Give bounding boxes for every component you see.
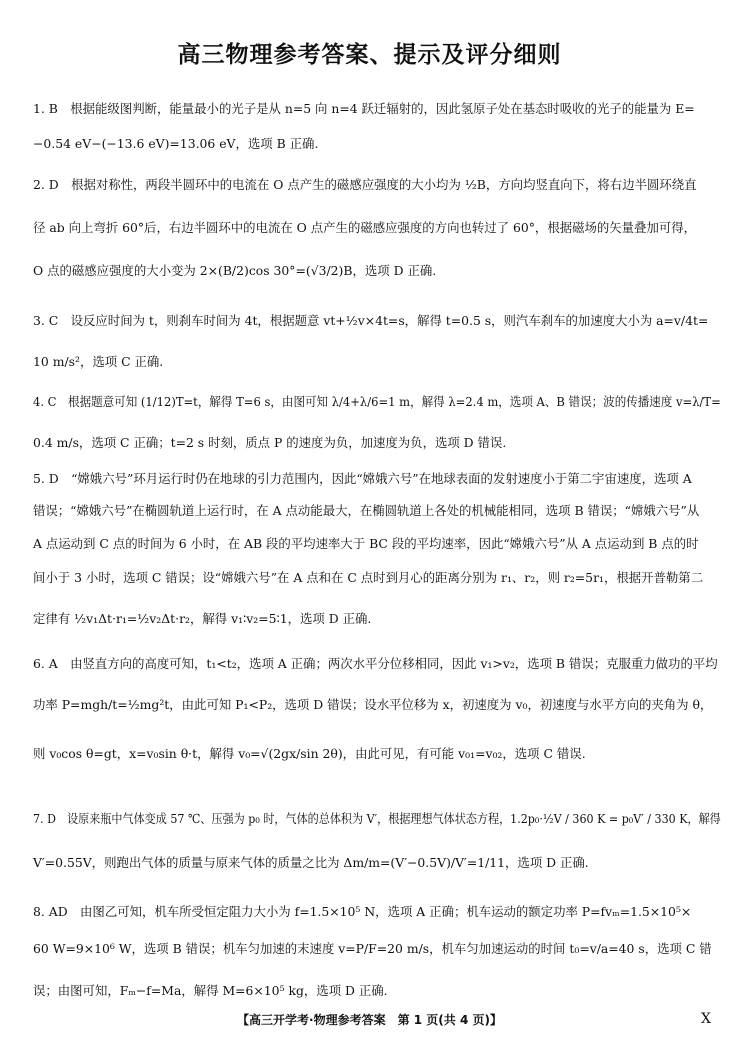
- answer-1-line-2: −0.54 eV−(−13.6 eV)=13.06 eV，选项 B 正确.: [33, 136, 319, 151]
- answer-3-line-2: 10 m/s²，选项 C 正确.: [33, 354, 164, 369]
- answer-5-line-4: 间小于 3 小时，选项 C 错误；设“嫦娥六号”在 A 点和在 C 点时到月心的距离分别为 r₁、r₂，则 r₂=5r₁，根据开普勒第二: [33, 570, 704, 585]
- answer-8-line-2: 60 W=9×10⁶ W，选项 B 错误；机车匀加速的末速度 v=P/F=20 m/s，机车匀加速运动的时间 t₀=v/a=40 s，选项 C 错: [33, 941, 712, 956]
- answer-3-line-1: 3. C 设反应时间为 t，则刹车时间为 4t，根据题意 vt+½v×4t=s，解得 t=0.5 s，则汽车刹车的加速度大小为 a=v/4t=: [33, 313, 709, 328]
- corner-mark: X: [701, 1011, 711, 1027]
- answer-2-line-3: O 点的磁感应强度的大小变为 2×(B/2)cos 30°=(√3/2)B，选项 D 正确.: [33, 263, 437, 278]
- page-title: 高三物理参考答案、提示及评分细则: [177, 42, 562, 68]
- answer-5-line-1: 5. D “嫦娥六号”环月运行时仍在地球的引力范围内，因此“嫦娥六号”在地球表面的发射速度小于第二宇宙速度，选项 A: [33, 471, 692, 486]
- answer-6-line-3: 则 v₀cos θ=gt，x=v₀sin θ·t，解得 v₀=√(2gx/sin 2θ)，由此可见，有可能 v₀₁=v₀₂，选项 C 错误.: [33, 746, 586, 761]
- answer-5-line-3: A 点运动到 C 点的时间为 6 小时，在 AB 段的平均速率大于 BC 段的平均速率，因此“嫦娥六号”从 A 点运动到 B 点的时: [33, 536, 699, 551]
- answer-8-line-1: 8. AD 由图乙可知，机车所受恒定阻力大小为 f=1.5×10⁵ N，选项 A 正确；机车运动的额定功率 P=fvₘ=1.5×10⁵×: [33, 904, 692, 919]
- answer-6-line-1: 6. A 由竖直方向的高度可知，t₁<t₂，选项 A 正确；两次水平分位移相同，因此 v₁>v₂，选项 B 错误；克服重力做功的平均: [33, 656, 718, 671]
- answer-4-line-1: 4. C 根据题意可知 (1/12)T=t，解得 T=6 s，由图可知 λ/4+λ/6=1 m，解得 λ=2.4 m，选项 A、B 错误；波的传播速度 v=λ/T=: [33, 394, 721, 409]
- answer-4-line-2: 0.4 m/s，选项 C 正确；t=2 s 时刻，质点 P 的速度为负，加速度为负，选项 D 错误.: [33, 435, 507, 450]
- answer-6-line-2: 功率 P=mgh/t=½mg²t，由此可知 P₁<P₂，选项 D 错误；设水平位移为 x，初速度为 v₀，初速度与水平方向的夹角为 θ，: [33, 697, 713, 712]
- answer-5-line-2: 错误；“嫦娥六号”在椭圆轨道上运行时，在 A 点动能最大，在椭圆轨道上各处的机械能相同，选项 B 错误；“嫦娥六号”从: [33, 503, 700, 518]
- answer-8-line-3: 误；由图可知，Fₘ−f=Ma，解得 M=6×10⁵ kg，选项 D 正确.: [33, 983, 388, 998]
- answer-2-line-1: 2. D 根据对称性，两段半圆环中的电流在 O 点产生的磁感应强度的大小均为 ½B，方向均竖直向下，将右边半圆环绕直: [33, 177, 697, 192]
- answer-2-line-2: 径 ab 向上弯折 60°后，右边半圆环中的电流在 O 点产生的磁感应强度的方向也转过了 60°，根据磁场的矢量叠加可得，: [33, 220, 697, 235]
- answer-5-line-5: 定律有 ½v₁Δt·r₁=½v₂Δt·r₂，解得 v₁∶v₂=5∶1，选项 D 正确.: [33, 611, 372, 626]
- answer-7-line-1: 7. D 设原来瓶中气体变成 57 ℃、压强为 p₀ 时，气体的总体积为 V′，根据理想气体状态方程，1.2p₀·½V / 360 K = p₀V′ / 330 K，解得: [33, 811, 721, 826]
- page-footer: 【高三开学考·物理参考答案 第 1 页(共 4 页)】: [237, 1013, 502, 1027]
- answer-7-line-2: V′=0.55V，则跑出气体的质量与原来气体的质量之比为 Δm/m=(V′−0.5V)/V′=1/11，选项 D 正确.: [33, 855, 589, 870]
- answer-1-line-1: 1. B 根据能级图判断，能量最小的光子是从 n=5 向 n=4 跃迁辐射的，因此氢原子处在基态时吸收的光子的能量为 E=: [33, 101, 695, 116]
